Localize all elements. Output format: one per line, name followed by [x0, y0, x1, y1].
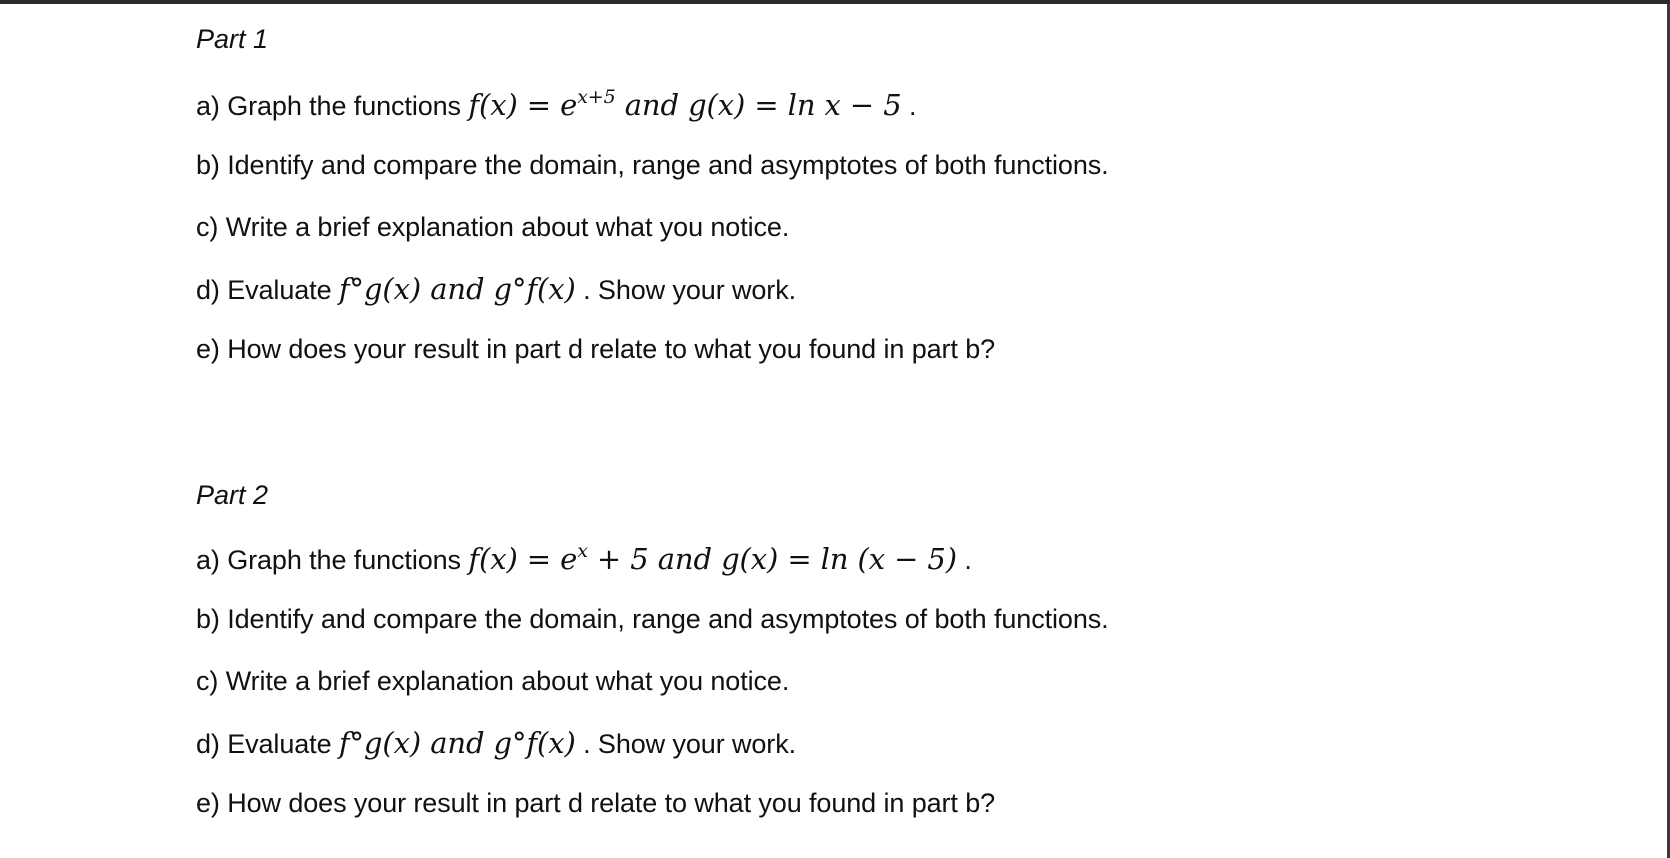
part-2-question-e: e) How does your result in part d relate to what you found in part b? [196, 788, 996, 818]
part-1-question-e: e) How does your result in part d relate to what you found in part b? [196, 334, 996, 364]
question-d-trail: . Show your work. [575, 275, 796, 305]
part-2-question-d [196, 726, 796, 760]
part-2-heading: Part 2 [196, 480, 269, 510]
question-a-lead: a) Graph the functions [196, 545, 469, 575]
part-1-question-a [196, 88, 916, 122]
part-1-question-b: b) Identify and compare the domain, range and asymptotes of both functions. [196, 150, 1109, 180]
question-d-lead: d) Evaluate [196, 275, 339, 305]
question-a-lead: a) Graph the functions [196, 91, 469, 121]
question-d-trail: . Show your work. [575, 729, 796, 759]
part-1-question-c: c) Write a brief explanation about what you notice. [196, 212, 790, 242]
math-f-base: f(x) = e [468, 542, 578, 576]
part-2-question-b: b) Identify and compare the domain, range and asymptotes of both functions. [196, 604, 1109, 634]
part-1-question-d [196, 272, 796, 306]
math-g-definition: and g(x) = ln x − 5 [615, 88, 902, 122]
question-d-math: f°g(x) and g°f(x) [338, 272, 576, 306]
math-g-definition: + 5 and g(x) = ln (x − 5) [587, 542, 957, 576]
question-d-math: f°g(x) and g°f(x) [338, 726, 576, 760]
question-d-lead: d) Evaluate [196, 729, 339, 759]
math-exponent: x [577, 540, 588, 562]
question-a-trail: . [957, 545, 972, 575]
question-a-math-f [468, 88, 901, 122]
math-f-base: f(x) = e [468, 88, 578, 122]
part-1-heading: Part 1 [196, 24, 269, 54]
question-a-math-f [468, 542, 957, 576]
math-exponent: x+5 [577, 86, 616, 108]
question-a-trail: . [901, 91, 917, 121]
part-2-question-a [196, 542, 972, 576]
part-2-question-c: c) Write a brief explanation about what you notice. [196, 666, 790, 696]
